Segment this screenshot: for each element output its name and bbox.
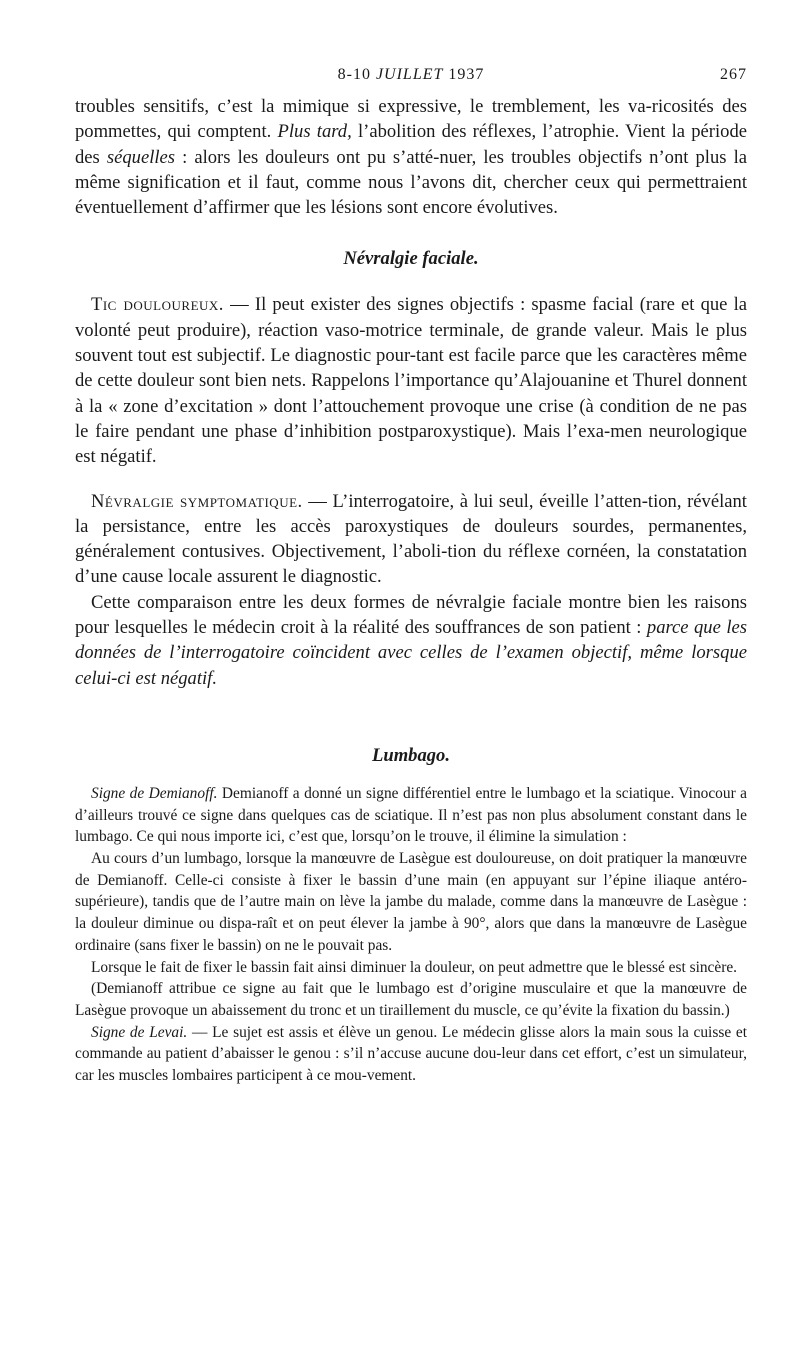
tic-douloureux-lead: Tic douloureux. — [91, 294, 224, 316]
running-title-dates: 8-10 — [337, 66, 371, 83]
page-number: 267 — [720, 66, 747, 83]
intro-text-2: l’abolition des réflexes, l’atrophie. Vient la période des — [75, 121, 747, 168]
nevralgie-symptomatique-lead: Névralgie symptomatique. — [91, 490, 303, 512]
running-title-year: 1937 — [448, 66, 485, 83]
tic-douloureux-text: — Il peut exister des signes objectifs : spasme facial (rare et que la volonté peut produire), réaction vaso-motrice terminale, de grande valeur. Mais le plus souvent tout est subjectif. Le diagnostic pour-tant est facile parce que les caractères même de cette douleur sont bien nets. Rappelons l’importance qu’Alajouanine et Thurel donnent à la « zone d’excitation » dont l’attouchement provoque une crise (à condition de ne pas le faire pendant une phase d’inhibition postparoxystique). Mais l’exa-men neurologique est négatif. — [75, 294, 747, 468]
tic-douloureux-paragraph — [75, 292, 747, 469]
running-title-month: JUILLET — [375, 66, 444, 83]
nevralgie-symptomatique-paragraph — [75, 489, 747, 590]
signe-levai-paragraph — [75, 1022, 747, 1087]
intro-paragraph — [75, 94, 747, 220]
nevralgie-symptomatique-text: — L’interrogatoire, à lui seul, éveille l’atten-tion, révélant la persistance, entre les accès paroxystiques de douleurs sourdes, permanentes, généralement contusives. Objectivement, l’aboli-tion du réflexe cornéen, la constatation d’une cause locale assurent le diagnostic. — [75, 490, 747, 588]
signe-demianoff-title: Signe de Demianoff. — [91, 784, 218, 802]
signe-demianoff-paragraph — [75, 783, 747, 848]
comparaison-text: Cette comparaison entre les deux formes de névralgie faciale montre bien les raisons pour lesquelles le médecin croit à la réalité des souffrances de son patient : — [75, 591, 747, 639]
intro-text-1: troubles sensitifs, c’est la mimique si expressive, le tremblement, les va-ricosités des pommettes, qui comptent. — [75, 96, 747, 143]
intro-italic-2: séquelles — [106, 146, 176, 168]
document-page — [75, 66, 747, 1087]
intro-italic-1: Plus tard, — [277, 121, 352, 143]
comparaison-italic: parce que les données de l’interrogatoire coïncident avec celles de l’examen objectif, même lorsque celui-ci est négatif. — [75, 617, 747, 689]
lumbago-notes — [75, 783, 747, 1087]
intro-text-3: : alors les douleurs ont pu s’atté-nuer, les troubles objectifs n’ont plus la même signification et il faut, comme nous l’avons dit, chercher ceux qui permettraient éventuellement d’affirmer que les lésions sont encore évolutives. — [75, 146, 747, 219]
main-text — [75, 94, 747, 783]
fixer-bassin-paragraph: Lorsque le fait de fixer le bassin fait ainsi diminuer la douleur, on peut admettre que le blessé est sincère. — [91, 958, 738, 976]
running-head — [75, 66, 747, 94]
signe-demianoff-text: Demianoff a donné un signe différentiel entre le lumbago et la sciatique. Vinocour a d’ailleurs trouvé ce signe dans quelques cas de sciatique. Il n’est pas non plus absolument constant dans le lumbago. Ce qui nous importe ici, c’est que, lorsqu’on le trouve, il élimine la simulation : — [75, 784, 747, 846]
manoeuvre-paragraph: Au cours d’un lumbago, lorsque la manœuvre de Lasègue est douloureuse, on doit pratiquer la manœuvre de Demianoff. Celle-ci consiste à fixer le bassin d’une main (en appuyant sur l’épine iliaque antéro-supérieure), tandis que de l’autre main on lève la jambe du malade, comme dans la manœuvre de Lasègue : la douleur diminue ou dispa-raît et on peut élever la jambe à 90°, alors que dans la manœuvre de Lasègue ordinaire (sans fixer le bassin) on ne le pouvait pas. — [75, 850, 747, 954]
running-title — [75, 66, 747, 84]
demianoff-attribue-paragraph: (Demianoff attribue ce signe au fait que le lumbago est d’origine musculaire et que la manœuvre de Lasègue provoque un abaissement du tronc et un tiraillement du muscle, ce qu’évite la fixation du bassin.) — [75, 980, 747, 1019]
comparaison-paragraph — [75, 590, 747, 691]
signe-levai-title: Signe de Levai. — [91, 1023, 188, 1041]
signe-levai-text: — Le sujet est assis et élève un genou. Le médecin glisse alors la main sous la cuisse et commande au patient d’abaisser le genou : s’il n’accuse aucune dou-leur dans cet effort, c’est un simulateur, car les muscles lombaires participent à ce mou-vement. — [75, 1023, 747, 1085]
heading-lumbago: Lumbago. — [372, 744, 450, 766]
heading-nevralgie-faciale: Névralgie faciale. — [343, 248, 479, 270]
